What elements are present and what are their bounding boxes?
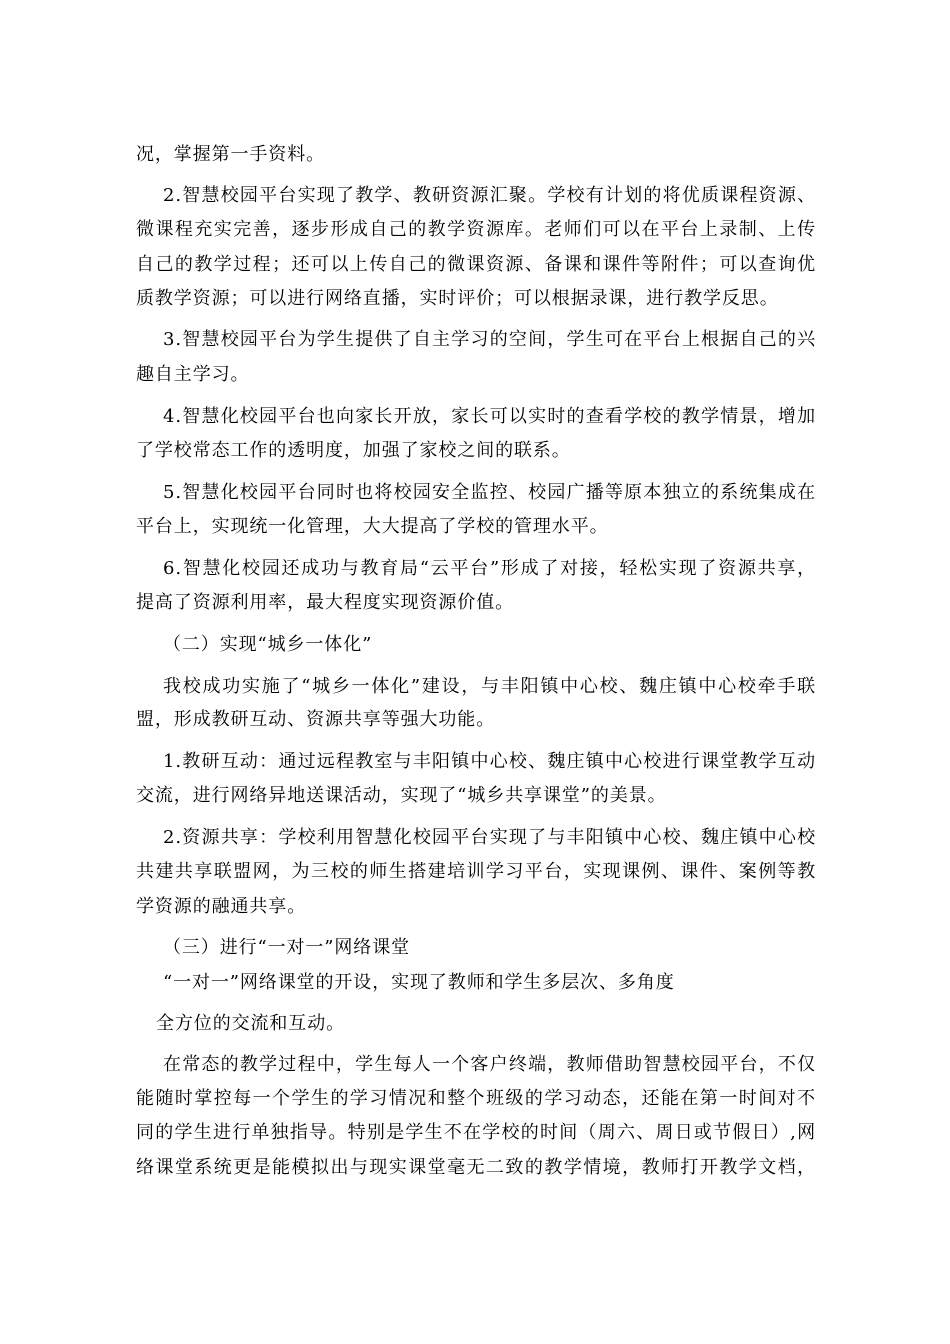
paragraph-line: 交流，进行网络异地送课活动，实现了“城乡共享课堂”的美景。 — [136, 785, 667, 806]
paragraph-line: 趣自主学习。 — [136, 364, 250, 385]
paragraph-line: 2.智慧校园平台实现了教学、教研资源汇聚。学校有计划的将优质课程资源、 — [163, 185, 816, 206]
paragraph-line: 3.智慧校园平台为学生提供了自主学习的空间，学生可在平台上根据自己的兴 — [163, 329, 816, 350]
paragraph-line: 我校成功实施了“城乡一体化”建设，与丰阳镇中心校、魏庄镇中心校牵手联 — [163, 676, 816, 697]
paragraph-line: 学资源的融通共享。 — [136, 896, 307, 917]
section-heading: （二）实现“城乡一体化” — [163, 634, 373, 655]
paragraph-line: 提高了资源利用率，最大程度实现资源价值。 — [136, 592, 514, 613]
paragraph-line: 了学校常态工作的透明度，加强了家校之间的联系。 — [136, 440, 571, 461]
paragraph-line: “一对一”网络课堂的开设，实现了教师和学生多层次、多角度 — [163, 972, 675, 993]
paragraph-line: 4.智慧化校园平台也向家长开放，家长可以实时的查看学校的教学情景，增加 — [163, 406, 816, 427]
paragraph-line: 1.教研互动：通过远程教室与丰阳镇中心校、魏庄镇中心校进行课堂教学互动 — [163, 751, 816, 772]
paragraph-line: 况，掌握第一手资料。 — [136, 144, 325, 165]
paragraph-line: 5.智慧化校园平台同时也将校园安全监控、校园广播等原本独立的系统集成在 — [163, 482, 816, 503]
paragraph-line: 2.资源共享：学校利用智慧化校园平台实现了与丰阳镇中心校、魏庄镇中心校 — [163, 827, 816, 848]
paragraph-line: 质教学资源；可以进行网络直播，实时评价；可以根据录课，进行教学反思。 — [136, 288, 779, 309]
paragraph-line: 自己的教学过程；还可以上传自己的微课资源、备课和课件等附件；可以查询优 — [136, 254, 816, 275]
paragraph-line: 在常态的教学过程中，学生每人一个客户终端，教师借助智慧校园平台，不仅 — [163, 1054, 816, 1075]
paragraph-line: 同的学生进行单独指导。特别是学生不在学校的时间（周六、周日或节假日）,网 — [136, 1122, 816, 1143]
paragraph-line: 全方位的交流和互动。 — [156, 1013, 345, 1034]
paragraph-line: 平台上，实现统一化管理，大大提高了学校的管理水平。 — [136, 516, 609, 537]
paragraph-line: 盟，形成教研互动、资源共享等强大功能。 — [136, 709, 496, 730]
paragraph-line: 能随时掌控每一个学生的学习情况和整个班级的学习动态，还能在第一时间对不 — [136, 1088, 816, 1109]
paragraph-line: 共建共享联盟网，为三校的师生搭建培训学习平台，实现课例、课件、案例等教 — [136, 861, 816, 882]
section-heading: （三）进行“一对一”网络课堂 — [163, 937, 411, 958]
paragraph-line: 络课堂系统更是能模拟出与现实课堂毫无二致的教学情境，教师打开教学文档， — [136, 1157, 816, 1178]
paragraph-line: 微课程充实完善，逐步形成自己的教学资源库。老师们可以在平台上录制、上传 — [136, 219, 816, 240]
paragraph-line: 6.智慧化校园还成功与教育局“云平台”形成了对接，轻松实现了资源共享， — [163, 558, 816, 579]
